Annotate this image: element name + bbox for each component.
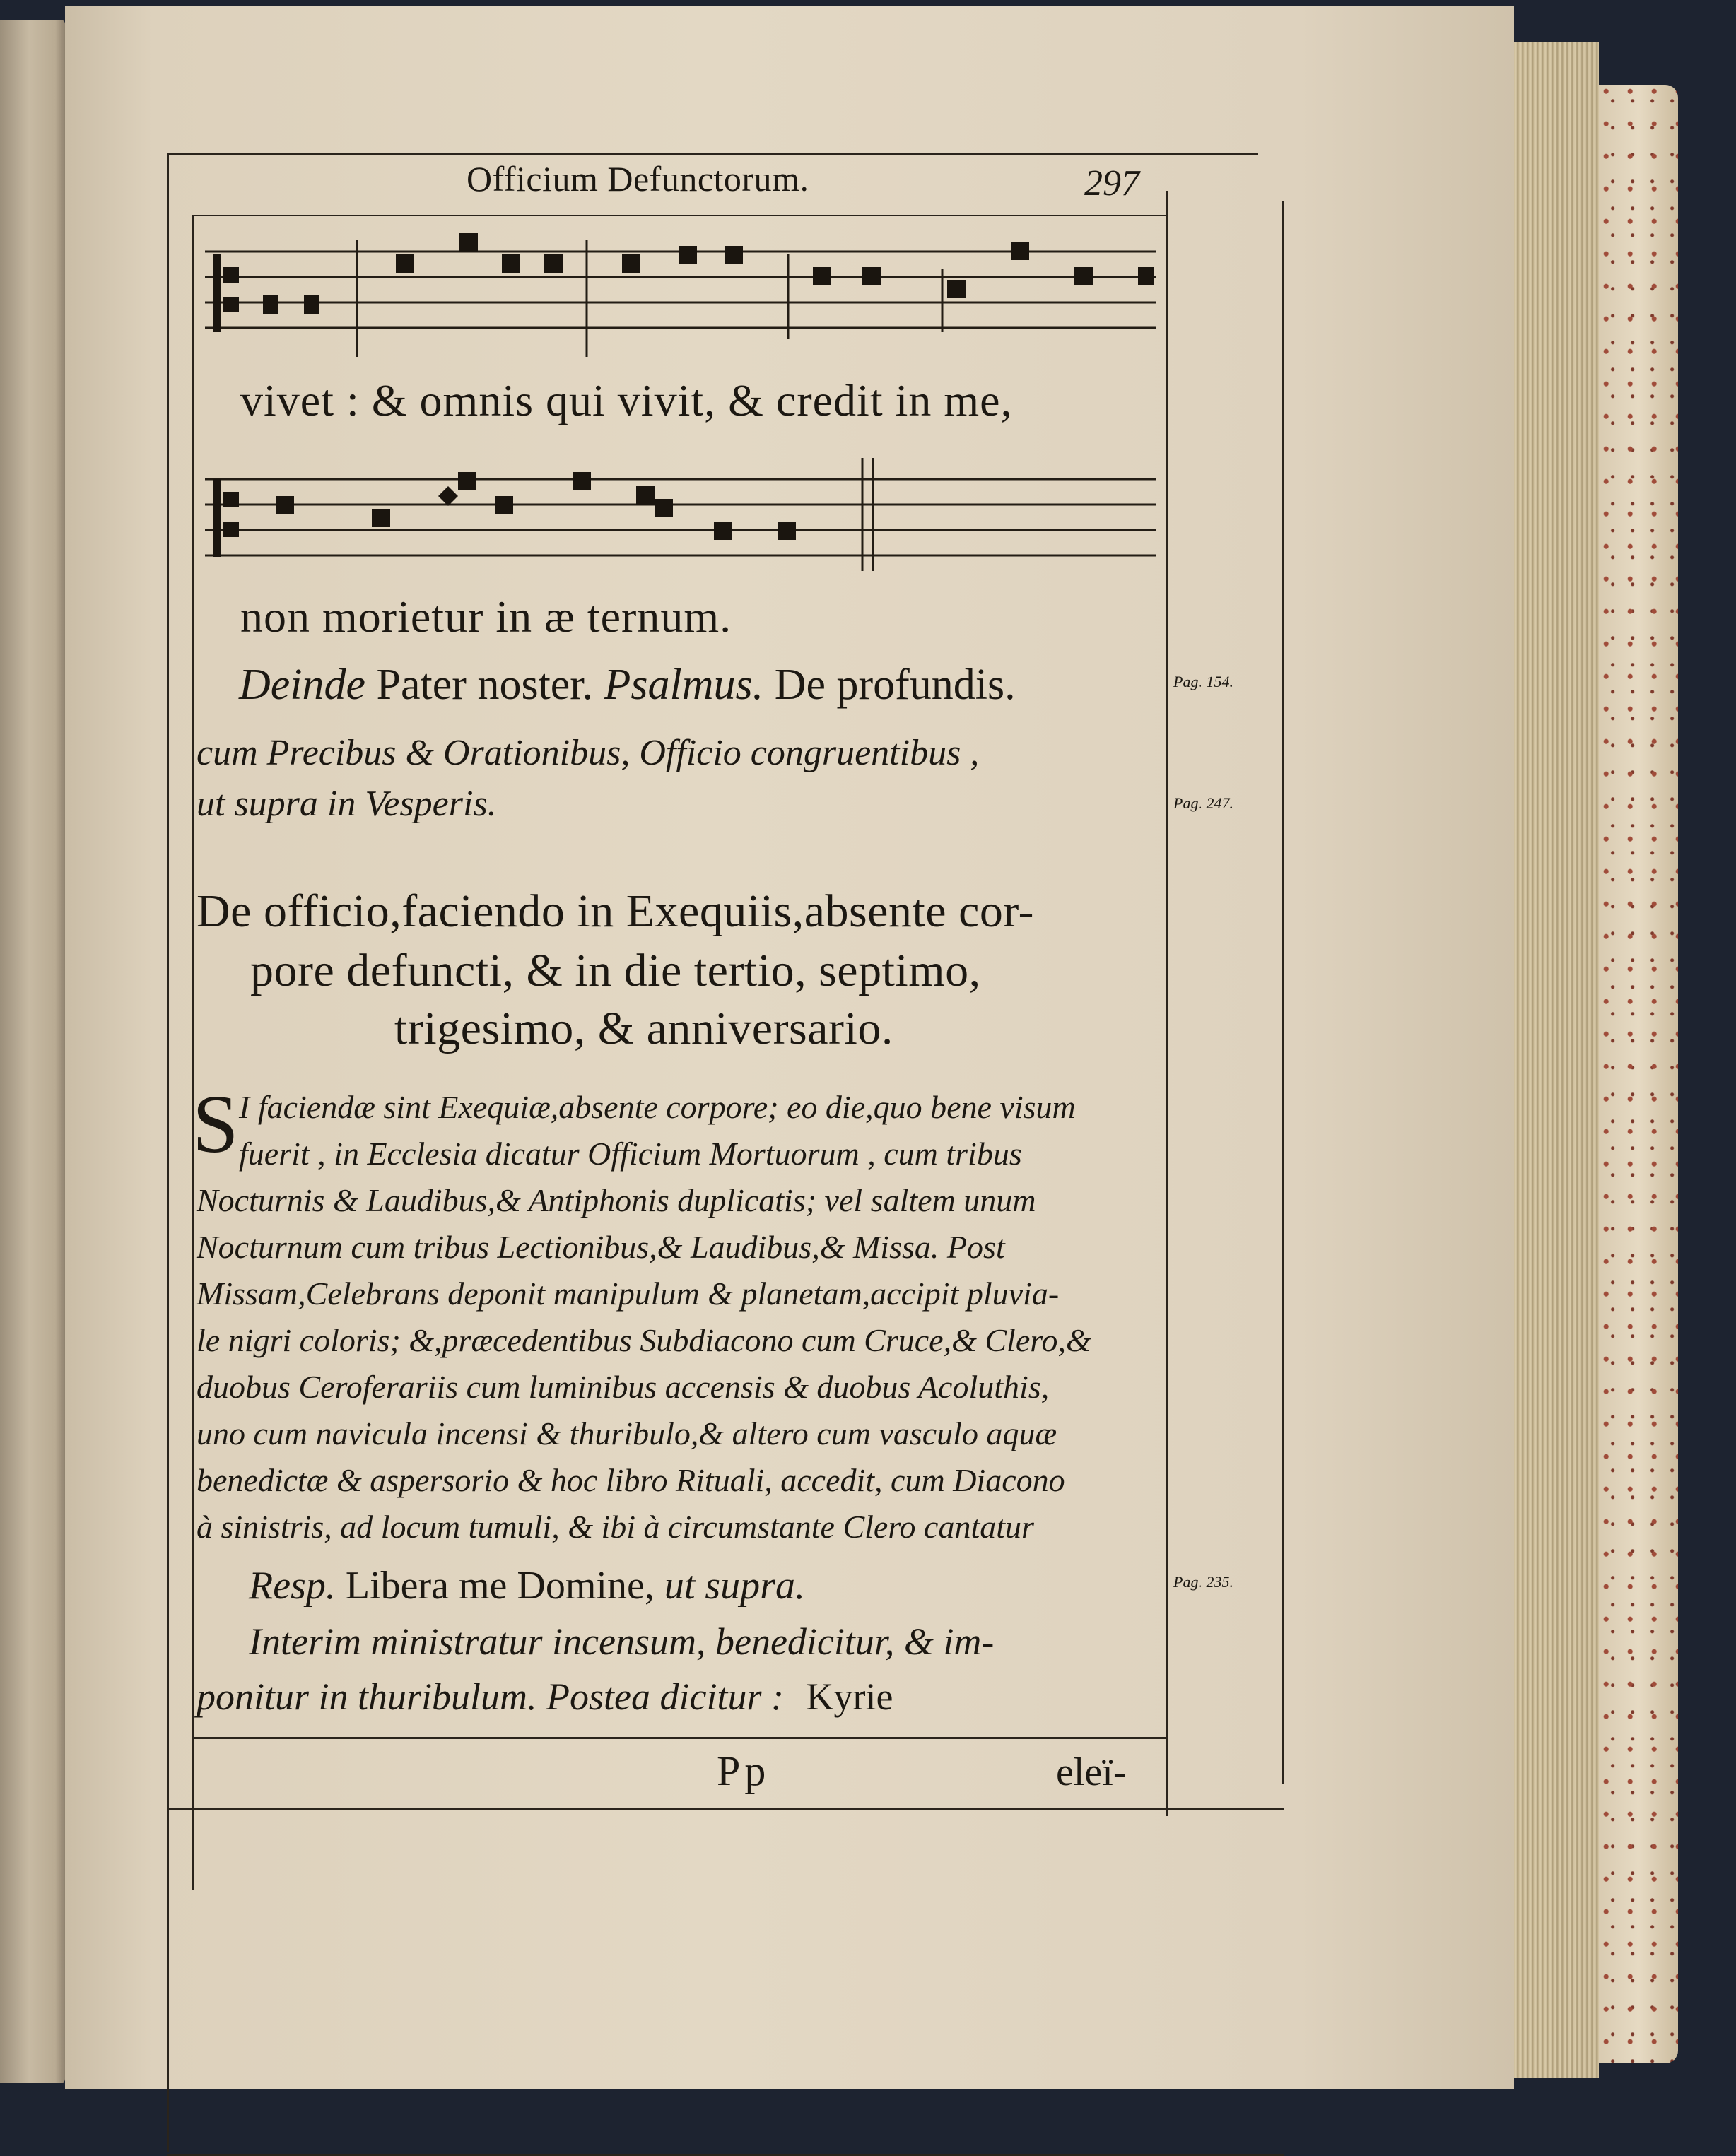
marbled-cover-edge xyxy=(1599,85,1678,2063)
heading-line-3: trigesimo, & anniversario. xyxy=(394,1003,893,1054)
chant-staff-2 xyxy=(205,458,1159,578)
closing-text: ponitur in thuribulum. Postea dicitur : xyxy=(197,1675,784,1718)
chant-staff-1 xyxy=(205,226,1159,360)
signature-mark: Pp xyxy=(717,1748,770,1794)
rubric-pater-noster: Pater noster. xyxy=(376,661,594,709)
rubric-line-1 xyxy=(239,660,1016,710)
heading-line-2: pore defuncti, & in die tertio, septimo, xyxy=(250,945,981,996)
responsory-line xyxy=(249,1563,805,1608)
header-underline xyxy=(192,215,1166,216)
resp-text: Libera me Domine, xyxy=(345,1564,655,1608)
chant-lyric-2: non morietur in æ ternum. xyxy=(240,591,732,642)
heading-line-1: De officio,faciendo in Exequiis,absente cor- xyxy=(197,885,1035,937)
margin-ref-pag-235: Pag. 235. xyxy=(1173,1573,1233,1591)
page-stack-edges xyxy=(1514,42,1599,2078)
paragraph-line: I faciendæ sint Exequiæ,absente corpore; eo die,quo bene visum xyxy=(239,1089,1076,1125)
footer-rule xyxy=(192,1737,1168,1739)
paragraph-line: Missam,Celebrans deponit manipulum & planetam,accipit pluvia- xyxy=(197,1276,1060,1312)
rubric-de-profundis: De profundis. xyxy=(774,661,1016,709)
rubric-psalmus: Psalmus. xyxy=(604,661,764,709)
inner-right xyxy=(1166,191,1168,1816)
top-rule xyxy=(167,153,1258,155)
resp-ut-supra: ut supra. xyxy=(664,1564,805,1608)
drop-cap: S xyxy=(192,1078,239,1170)
frame-right xyxy=(1282,201,1284,1784)
catchword: eleï- xyxy=(1056,1750,1127,1794)
paragraph-line: uno cum navicula incensi & thuribulo,& altero cum vasculo aquæ xyxy=(197,1415,1057,1451)
chant-lyric-1: vivet : & omnis qui vivit, & credit in me, xyxy=(240,375,1013,425)
paragraph-line: duobus Ceroferariis cum luminibus accensis & duobus Acoluthis, xyxy=(197,1369,1050,1405)
bottom-rule-visible xyxy=(167,1808,1284,1810)
rubric-line-3: ut supra in Vesperis. xyxy=(197,784,497,824)
paragraph-line: Nocturnum cum tribus Lectionibus,& Laudibus,& Missa. Post xyxy=(197,1229,1005,1265)
closing-kyrie: Kyrie xyxy=(806,1675,893,1718)
left-page-edge xyxy=(0,20,65,2083)
resp-abbrev: Resp. xyxy=(249,1564,336,1608)
page-number: 297 xyxy=(1084,163,1139,204)
paragraph-line: fuerit , in Ecclesia dicatur Officium Mortuorum , cum tribus xyxy=(239,1136,1022,1172)
inner-left xyxy=(192,215,194,1890)
paragraph-line: benedictæ & aspersorio & hoc libro Rituali, accedit, cum Diacono xyxy=(197,1462,1065,1498)
closing-line-1: Interim ministratur incensum, benedicitur, & im- xyxy=(249,1620,995,1663)
running-title: Officium Defunctorum. xyxy=(467,159,809,199)
margin-ref-pag-154: Pag. 154. xyxy=(1173,673,1233,690)
frame-left xyxy=(167,153,169,2152)
rubric-line-2: cum Precibus & Orationibus, Officio congruentibus , xyxy=(197,733,980,773)
paragraph-line: Nocturnis & Laudibus,& Antiphonis duplicatis; vel saltem unum xyxy=(197,1182,1036,1218)
closing-line-2 xyxy=(197,1675,893,1719)
rubric-deinde: Deinde xyxy=(239,661,366,709)
paragraph-line: le nigri coloris; &,præcedentibus Subdiacono cum Cruce,& Clero,& xyxy=(197,1322,1091,1358)
margin-ref-pag-247: Pag. 247. xyxy=(1173,794,1233,812)
paragraph-line: à sinistris, ad locum tumuli, & ibi à circumstante Clero cantatur xyxy=(197,1509,1034,1545)
